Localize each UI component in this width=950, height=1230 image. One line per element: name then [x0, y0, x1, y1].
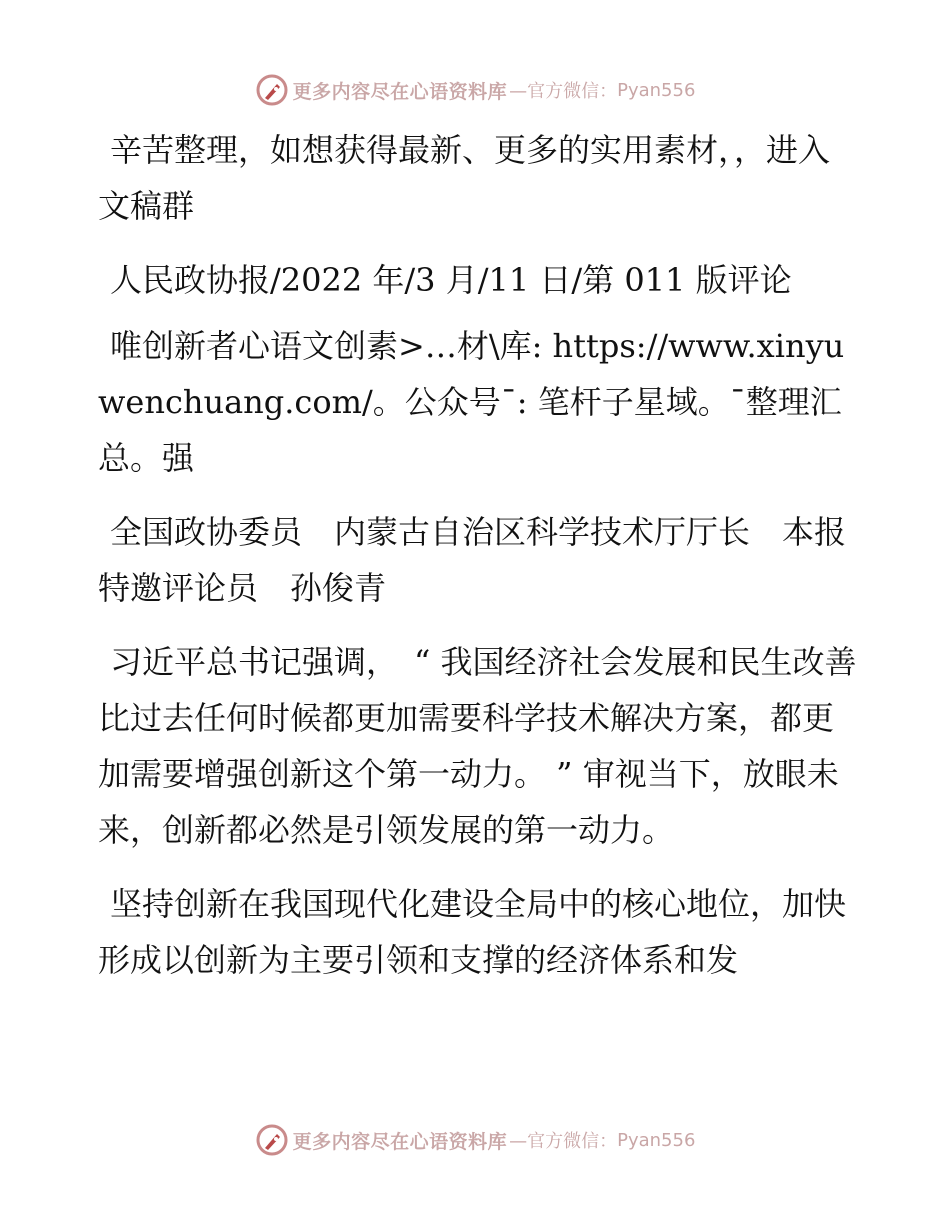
source-line: 人民政协报/2022 年/3 月/11 日/第 011 版评论 — [110, 261, 792, 299]
watermark-brand-text: 更多内容尽在心语资料库 — [292, 80, 508, 103]
intro-note-paragraph: 辛苦整理，如想获得最新、更多的实用素材，，进入文稿群 — [98, 131, 831, 225]
footer-watermark — [0, 1120, 950, 1160]
watermark-wechat-id: Pyan556 — [617, 79, 696, 101]
pen-nib-circle-icon — [255, 73, 289, 107]
body-paragraph: 习近平总书记强调， “ 我国经济社会发展和民生改善比过去任何时候都更加需要科学技术解决方案，都更加需要增强创新这个第一动力。 ” 审视当下，放眼未来，创新都必然是引领发展的第一动力。 — [98, 643, 857, 849]
pen-nib-circle-icon — [255, 1123, 289, 1157]
watermark-wechat-id: Pyan556 — [617, 1129, 696, 1151]
watermark-official-label: —官方微信： — [509, 81, 618, 102]
library-notice-paragraph: 唯创新者心语文创素>…材\库: https://www.xinyuwenchuang.com/。公众号¯: 笔杆子星域。¯整理汇总。强 — [98, 327, 845, 477]
header-watermark — [0, 70, 950, 110]
body-paragraph: 坚持创新在我国现代化建设全局中的核心地位，加快形成以创新为主要引领和支撑的经济体系和发 — [98, 885, 847, 979]
author-byline: 全国政协委员 内蒙古自治区科学技术厅厅长 本报特邀评论员 孙俊青 — [98, 513, 847, 607]
watermark-official-label: —官方微信： — [509, 1131, 618, 1152]
document-body — [98, 122, 858, 1006]
watermark-brand-text: 更多内容尽在心语资料库 — [292, 1130, 508, 1153]
